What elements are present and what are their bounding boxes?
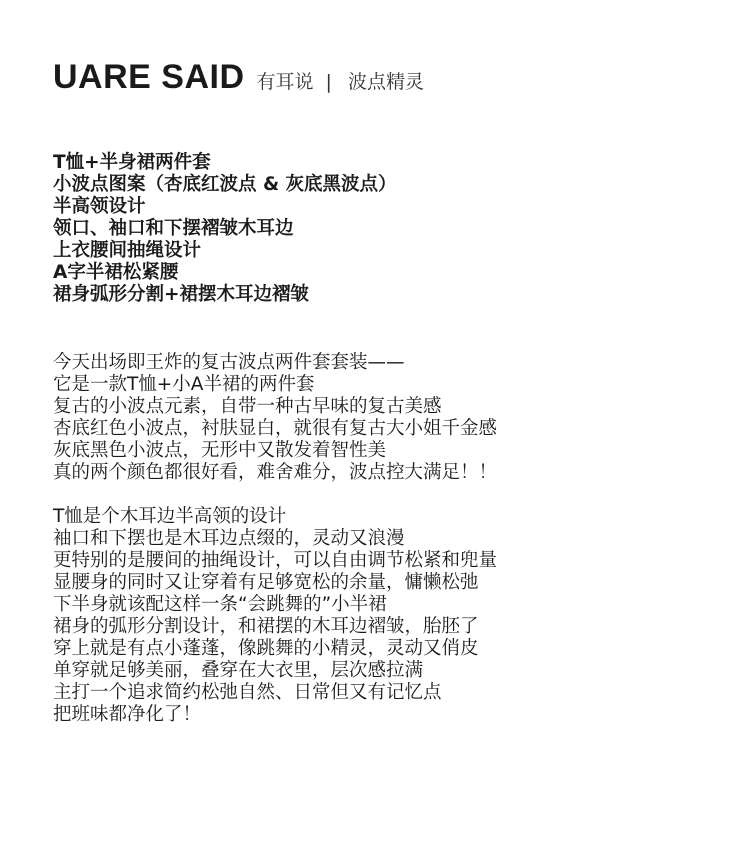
paragraph-line: 显腰身的同时又让穿着有足够宽松的余量，慵懒松弛 — [53, 572, 479, 593]
paragraph-line: 穿上就是有点小蓬蓬，像跳舞的小精灵，灵动又俏皮 — [53, 638, 479, 659]
paragraph-line: 下半身就该配这样一条“会跳舞的”小半裙 — [53, 594, 387, 615]
header — [53, 58, 424, 97]
paragraph-line: 单穿就足够美丽，叠穿在大衣里，层次感拉满 — [53, 660, 424, 681]
brand-logo: UARE SAID — [53, 58, 245, 96]
description-paragraph-1 — [53, 352, 497, 484]
paragraph-line: 它是一款T恤+小A半裙的两件套 — [53, 374, 315, 395]
paragraph-line: 袖口和下摆也是木耳边点缀的，灵动又浪漫 — [53, 528, 405, 549]
paragraph-line: 灰底黑色小波点，无形中又散发着智性美 — [53, 440, 387, 461]
paragraph-line: 主打一个追求简约松弛自然、日常但又有记忆点 — [53, 682, 442, 703]
paragraph-line: 裙身的弧形分割设计，和裙摆的木耳边褶皱，胎胚了 — [53, 616, 479, 637]
feature-item: 半高领设计 — [53, 196, 146, 217]
series-name: 波点精灵 — [347, 71, 424, 93]
header-divider: | — [325, 71, 332, 93]
paragraph-line: T恤是个木耳边半高领的设计 — [53, 506, 287, 527]
feature-item: 裙身弧形分割+裙摆木耳边褶皱 — [53, 284, 310, 305]
feature-item: 小波点图案（杏底红波点 & 灰底黑波点） — [53, 174, 397, 195]
paragraph-line: 今天出场即王炸的复古波点两件套套装—— — [53, 352, 405, 373]
feature-list — [53, 152, 397, 306]
paragraph-line: 更特别的是腰间的抽绳设计，可以自由调节松紧和兜量 — [53, 550, 498, 571]
paragraph-line: 杏底红色小波点，衬肤显白，就很有复古大小姐千金感 — [53, 418, 498, 439]
paragraph-line: 复古的小波点元素，自带一种古早味的复古美感 — [53, 396, 442, 417]
paragraph-line: 真的两个颜色都很好看，难舍难分，波点控大满足！！ — [53, 462, 498, 483]
feature-item: 领口、袖口和下摆褶皱木耳边 — [53, 218, 294, 239]
feature-item: T恤+半身裙两件套 — [53, 152, 211, 173]
feature-item: 上衣腰间抽绳设计 — [53, 240, 202, 261]
paragraph-line: 把班味都净化了！ — [53, 704, 202, 725]
feature-item: A字半裙松紧腰 — [53, 262, 179, 283]
description-paragraph-2 — [53, 506, 497, 726]
brand-chinese-name: 有耳说 — [256, 71, 314, 93]
